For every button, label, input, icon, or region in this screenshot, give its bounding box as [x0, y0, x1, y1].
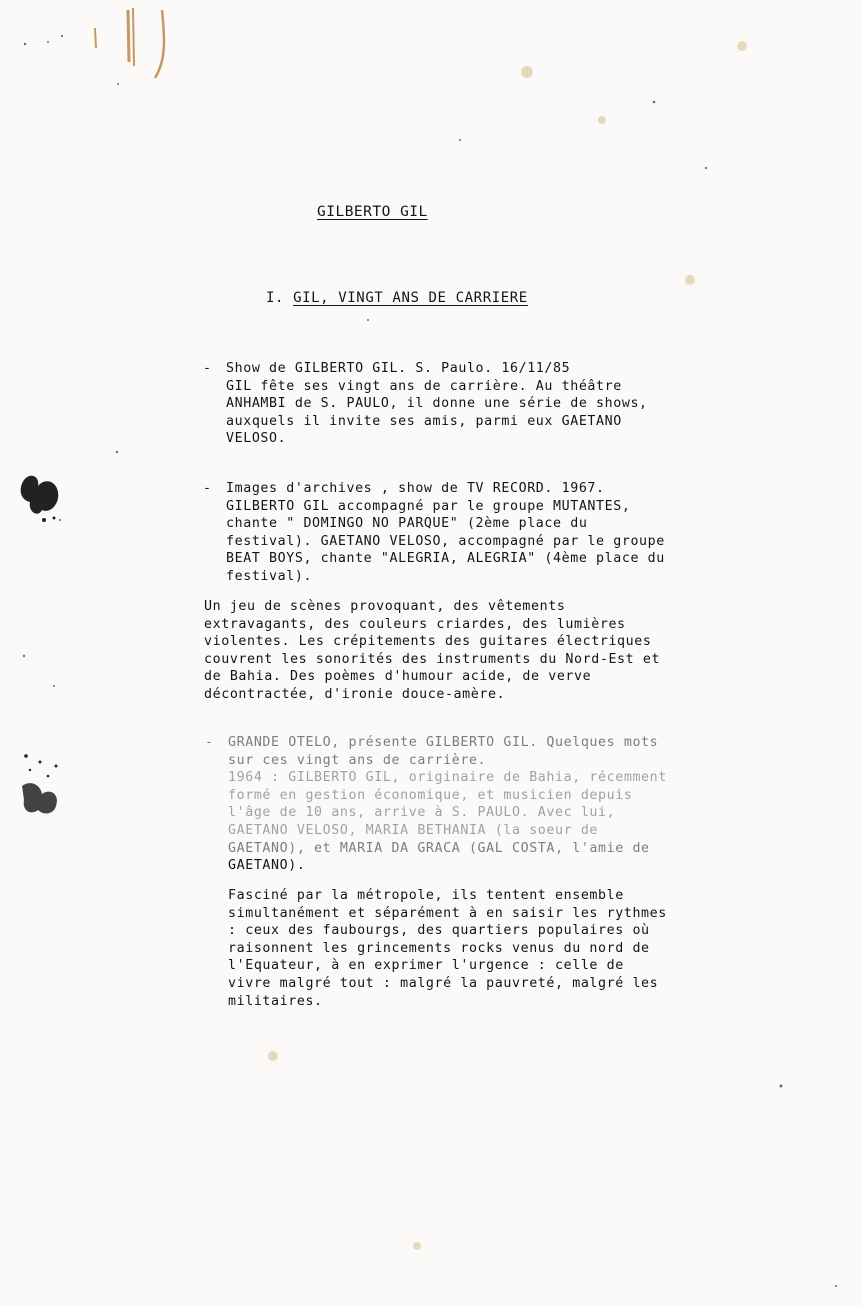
entry-dash: -	[203, 361, 212, 376]
entry-dash: -	[203, 481, 212, 496]
entry-line: Images d'archives , show de TV RECORD. 1967.	[226, 481, 605, 496]
entry-line: GRANDE OTELO, présente GILBERTO GIL. Quelques mots	[228, 735, 659, 750]
paragraph-line: raisonnent les grincements rocks venus du nord de	[228, 940, 650, 956]
paragraph-line: simultanément et séparément à en saisir les rythmes	[228, 905, 667, 921]
entry-dash: -	[205, 735, 214, 750]
entry-line: ANHAMBI de S. PAULO, il donne une série de shows,	[226, 396, 648, 412]
paragraph-metropole	[228, 887, 667, 1010]
paragraph-line: Fasciné par la métropole, ils tentent ensemble	[228, 888, 624, 903]
paragraph-line: couvrent les sonorités des instruments du Nord-Est et	[204, 651, 661, 667]
entry-line: Show de GILBERTO GIL. S. Paulo. 16/11/85	[226, 361, 571, 376]
entry-grande-otelo	[205, 734, 667, 875]
entry-line: GIL fête ses vingt ans de carrière. Au théâtre	[226, 378, 622, 394]
paragraph-line: l'Equateur, à en exprimer l'urgence : celle de	[228, 958, 624, 974]
paragraph-line: vivre malgré tout : malgré la pauvreté, malgré les	[228, 975, 659, 991]
entry-line: GILBERTO GIL accompagné par le groupe MUTANTES,	[226, 498, 631, 514]
paragraph-line: : ceux des faubourgs, des quartiers populaires où	[228, 923, 650, 939]
entry-line: GAETANO), et MARIA DA GRACA (GAL COSTA, l'amie de	[228, 840, 650, 856]
entry-line: festival). GAETANO VELOSO, accompagné par le groupe	[226, 533, 665, 549]
entry-line: festival).	[226, 568, 313, 584]
entry-archives-1967	[203, 480, 665, 586]
entry-line: 1964 : GILBERTO GIL, originaire de Bahia, récemment	[228, 770, 667, 786]
section-number: I.	[266, 290, 285, 306]
paragraph-line: militaires.	[228, 993, 323, 1009]
entry-show-1985	[203, 360, 648, 448]
entry-line: BEAT BOYS, chante "ALEGRIA, ALEGRIA" (4ème place du	[226, 551, 665, 567]
document-title: GILBERTO GIL	[317, 204, 428, 220]
rust-stain-top-left	[95, 8, 164, 78]
punch-hole-marks	[21, 476, 59, 814]
entry-line: VELOSO.	[226, 431, 287, 447]
entry-line: auxquels il invite ses amis, parmi eux GAETANO	[226, 413, 622, 429]
entry-line: formé en gestion économique, et musicien depuis	[228, 787, 633, 803]
paragraph-line: Un jeu de scènes provoquant, des vêtements	[204, 599, 566, 614]
section-heading	[266, 290, 528, 306]
entry-line: chante " DOMINGO NO PARQUE" (2ème place du	[226, 516, 588, 532]
paragraph-line: violentes. Les crépitements des guitares électriques	[204, 634, 652, 650]
entry-line: GAETANO VELOSO, MARIA BETHANIA (la soeur de	[228, 822, 599, 838]
paragraph-description	[204, 598, 660, 704]
section-title: GIL, VINGT ANS DE CARRIERE	[293, 290, 528, 306]
paragraph-line: de Bahia. Des poèmes d'humour acide, de verve	[204, 669, 592, 685]
entry-line: sur ces vingt ans de carrière.	[228, 752, 487, 768]
entry-line: l'âge de 10 ans, arrive à S. PAULO. Avec lui,	[228, 805, 616, 821]
paragraph-line: décontractée, d'ironie douce-amère.	[204, 686, 506, 702]
paragraph-line: extravagants, des couleurs criardes, des lumières	[204, 616, 626, 632]
entry-line: GAETANO).	[228, 858, 306, 874]
